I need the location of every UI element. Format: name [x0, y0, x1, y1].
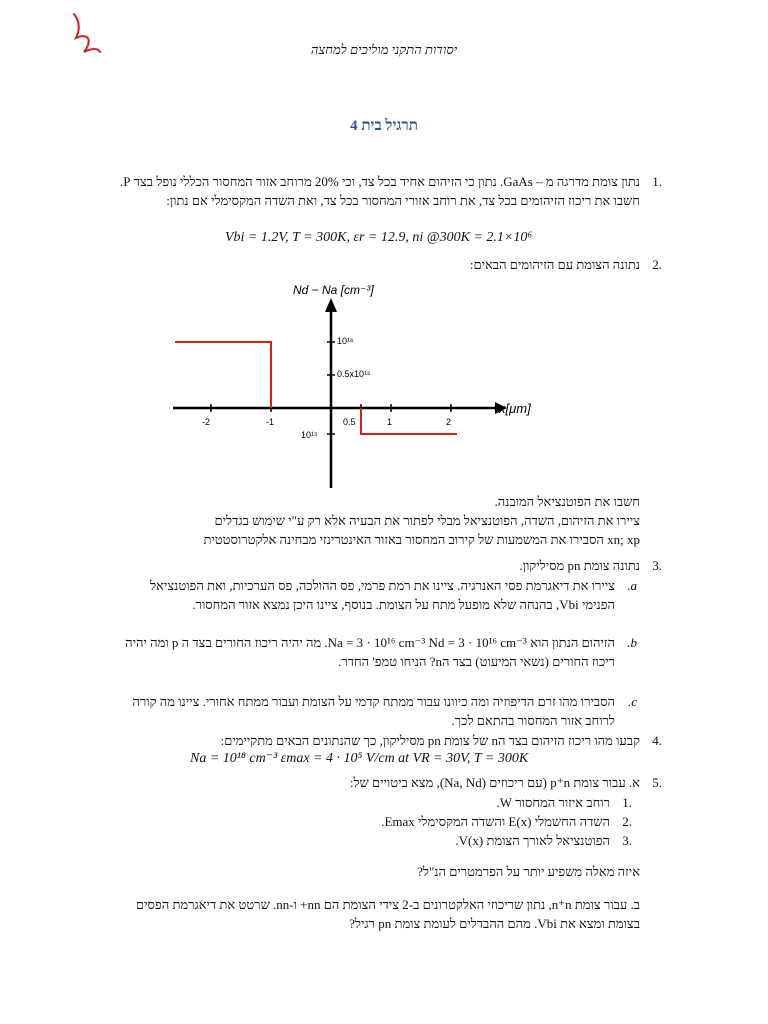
question-2-line: חשבו את הפוטנציאל המובנה. [494, 494, 640, 509]
y-axis-label: Nd − Na [cm⁻³] [293, 283, 374, 297]
question-1 [115, 172, 662, 210]
question-5 [115, 773, 662, 792]
question-5-item-text: רוחב איזור המחסור W. [496, 795, 610, 810]
question-3-intro: נתונה צומת pn מסיליקון. [519, 558, 640, 573]
question-2-intro: נתונה הצומת עם הזיהומים הבאים: [469, 257, 640, 272]
item-letter: c. [627, 694, 637, 709]
doping-profile-chart [165, 276, 531, 496]
course-header: יסודות התקני מוליכים למחצה [310, 42, 458, 57]
item-number: .3 [622, 833, 632, 848]
question-3c [115, 692, 637, 730]
question-3b [115, 633, 637, 671]
question-4 [115, 731, 662, 750]
question-number: .2 [652, 257, 662, 272]
y-tick-label: 0.5x10¹⁶ [337, 369, 371, 379]
doping-series [175, 342, 457, 434]
question-5-item [115, 812, 632, 831]
x-tick-label: -1 [266, 417, 275, 427]
x-tick-label: -2 [202, 417, 211, 427]
x-tick-label: 1 [387, 417, 393, 427]
question-5-item-text: הפוטנציאל לאורך הצומת V(x). [455, 833, 610, 848]
question-5b-text: ב. עבור צומת n⁺n, נתון שריכוזי האלקטרונים ב-2 צידי הצומת הם nn+ ו-nn. שרטט את דיאגרמת הפסים בצומת ומצא את Vbi. מהם ההבדלים לעומת צומת pn רגיל? [136, 897, 640, 931]
item-number: .2 [622, 814, 632, 829]
page-title: תרגיל בית 4 [350, 118, 418, 134]
question-1-text: נתון צומת מדרגה מ – GaAs. נתון כי הזיהום אחיד בכל צד, וכי 20% מרוחב אזור המחסור הכללי נופל בצד P. חשבו את ריכוז הזיהומים בכל צד, את רוחב אזורי המחסור בכל צד, ואת השדה המקסימלי אם נתון: [119, 174, 640, 208]
y-axis-arrow [325, 298, 337, 312]
x-tick-label: 0.5 [343, 417, 356, 427]
item-letter: b. [627, 635, 637, 650]
y-tick-label: 10¹⁵ [301, 430, 318, 440]
question-number: .3 [652, 558, 662, 573]
question-number: .5 [652, 775, 662, 790]
question-2-tasks [115, 492, 640, 549]
x-axis-label: x[μm] [499, 401, 531, 416]
question-5-item [115, 793, 632, 812]
question-3 [115, 556, 662, 575]
question-1-equation: Vbi = 1.2V, T = 300K, εr = 12.9, ni @300K = 2.1×10⁶ [225, 230, 533, 245]
question-4-text: קבעו מהו ריכוז הזיהום בצד הn של צומת pn מסיליקון, כך שהנתונים הבאים מתקיימים: [220, 733, 640, 748]
question-2-line: xn; xp הסבירו את המשמעות של קירוב המחסור באזור האינטרינזי מבחינה אלקטרוסטטית [203, 532, 640, 547]
item-letter: a. [627, 578, 637, 593]
question-3b-text: הזיהום הנתון הוא Na = 3 · 10¹⁶ cm⁻³ Nd = 3 · 10¹⁶ cm⁻³. מה יהיה ריכוז החורים בצד ה p ומה יהיה ריכוז החורים (נשאי המיעוט) בצד הn? הניחו טמפ' החדר. [125, 635, 615, 669]
question-3c-text: הסבירו מהו זרם הדיפוזיה ומה כיוונו עבור ממתח קדמי על הצומת ועבור ממתח אחורי. ציינו מה קורה לרוחב אזור המחסור בהתאם לכך. [132, 694, 615, 728]
question-4-equation: Na = 10¹⁸ cm⁻³ εmax = 4 · 10⁵ V/cm at VR = 30V, T = 300K [190, 751, 529, 766]
question-5a-text: א. עבור צומת p⁺n (עם ריכוזים (Na, Nd), מצא ביטויים של: [349, 775, 640, 790]
question-number: .1 [652, 174, 662, 189]
question-2-line: ציירו את הזיהום, השדה, הפוטנציאל מבלי לפתור את הבעיה אלא רק ע"י שימוש בגדלים [214, 513, 640, 528]
item-number: .1 [622, 795, 632, 810]
doping-series-line-1 [175, 342, 271, 408]
x-tick-label: 2 [446, 417, 452, 427]
question-2 [115, 255, 662, 274]
question-5-item-text: השדה החשמלי E(x) והשדה המקסימלי Emax. [381, 814, 610, 829]
question-5-parameter-question: איזה מאלה משפיע יותר על הפרמטרים הנ"ל? [417, 864, 640, 879]
y-tick-label: 10¹⁶ [337, 336, 354, 346]
question-3a [115, 576, 637, 614]
question-5-item [115, 831, 632, 850]
doping-series-line-2 [361, 408, 457, 434]
question-number: .4 [652, 733, 662, 748]
question-3a-text: ציירו את דיאגרמת פסי האנרגיה. ציינו את רמת פרמי, פס ההולכה, פס הערכיות, ואת הפוטנציאל הפנימי Vbi, בהנחה שלא מופעל מתח על הצומת. בנוסף, ציינו היכן נמצא אזור המחסור. [150, 578, 615, 612]
